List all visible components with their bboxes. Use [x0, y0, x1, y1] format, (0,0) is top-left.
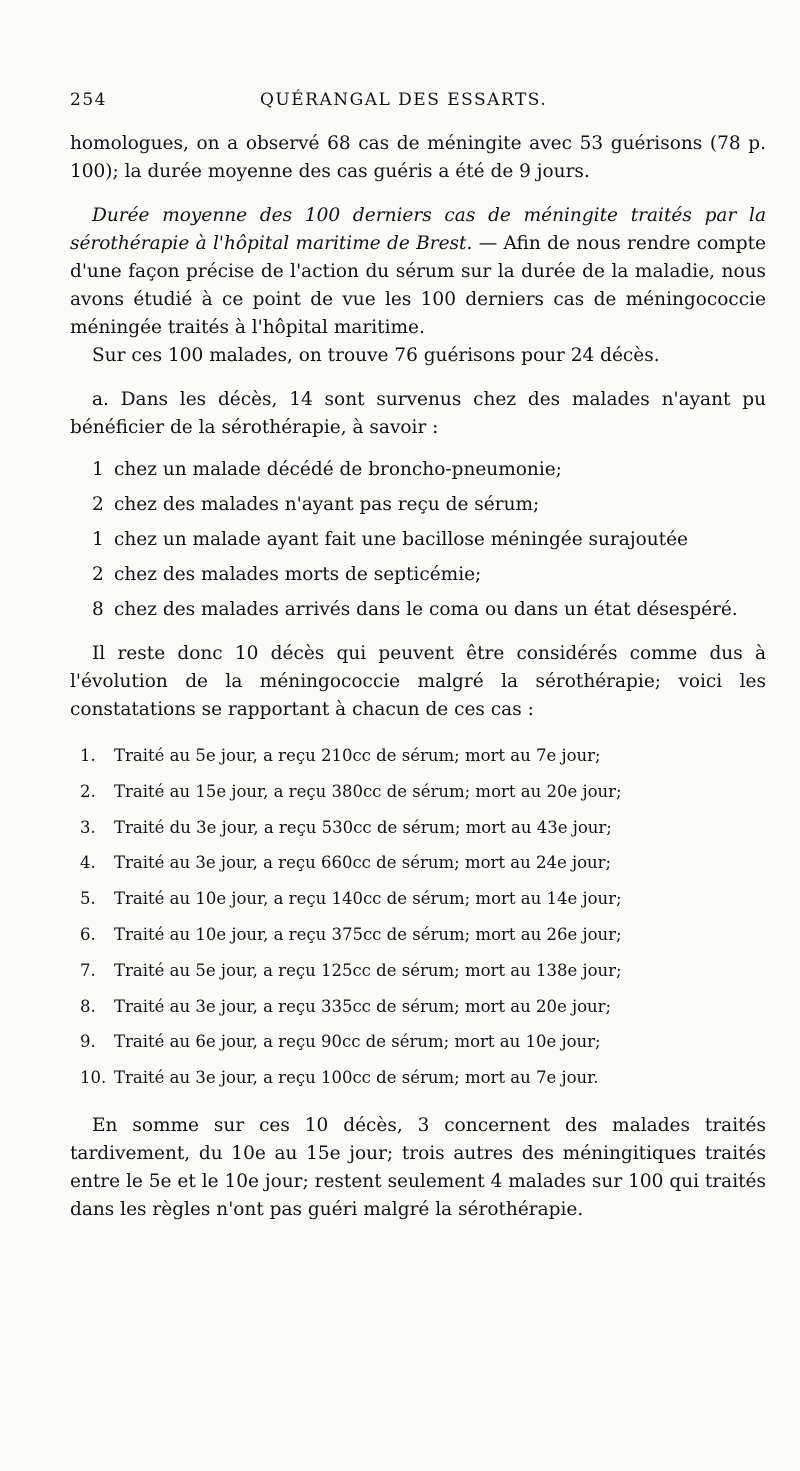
- table-row: 9. Traité au 6e jour, a reçu 90cc de sérum; mort au 10e jour;: [80, 1032, 601, 1052]
- list-item: 2 chez des malades morts de septicémie;: [92, 564, 482, 585]
- running-title: QUÉRANGAL DES ESSARTS.: [260, 90, 548, 110]
- cases-list: [80, 738, 766, 1096]
- summary-paragraph: Sur ces 100 malades, on trouve 76 guérisons pour 24 décès.: [92, 345, 660, 366]
- list-item: 1 chez un malade décédé de broncho-pneumonie;: [92, 459, 562, 480]
- point-a-paragraph: a. Dans les décès, 14 sont survenus chez des malades n'ayant pu bénéficier de la sérothérapie, à savoir :: [70, 389, 766, 438]
- conclusion-paragraph: En somme sur ces 10 décès, 3 concernent des malades traités tardivement, du 10e au 15e jour; trois autres des méningitiques traités entre le 5e et le 10e jour; restent seulement 4 malades sur 100 qui traités dans les règles n'ont pas guéri malgré la sérothérapie.: [70, 1114, 766, 1220]
- table-row: 6. Traité au 10e jour, a reçu 375cc de sérum; mort au 26e jour;: [80, 924, 622, 944]
- page-number: 254: [70, 90, 107, 110]
- deaths-list: [92, 452, 766, 624]
- intro-paragraph: homologues, on a observé 68 cas de méningite avec 53 guérisons (78 p. 100); la durée moyenne des cas guéris a été de 9 jours.: [70, 133, 766, 182]
- list-item: 1 chez un malade ayant fait une bacillose méningée surajoutée: [92, 529, 688, 550]
- table-row: 7. Traité au 5e jour, a reçu 125cc de sérum; mort au 138e jour;: [80, 960, 622, 980]
- table-row: 4. Traité au 3e jour, a reçu 660cc de sérum; mort au 24e jour;: [80, 853, 612, 873]
- section-title: Durée moyenne des 100 derniers cas de méningite traités par la sérothérapie à l'hôpital maritime de Brest.: [70, 205, 766, 254]
- table-row: 2. Traité au 15e jour, a reçu 380cc de sérum; mort au 20e jour;: [80, 781, 622, 801]
- remaining-paragraph: Il reste donc 10 décès qui peuvent être considérés comme dus à l'évolution de la méningococcie malgré la sérothérapie; voici les constatations se rapportant à chacun de ces cas :: [70, 643, 766, 720]
- list-item: 8 chez des malades arrivés dans le coma ou dans un état désespéré.: [92, 599, 738, 620]
- list-item: 2 chez des malades n'ayant pas reçu de sérum;: [92, 494, 540, 515]
- table-row: 1. Traité au 5e jour, a reçu 210cc de sérum; mort au 7e jour;: [80, 746, 601, 765]
- table-row: 8. Traité au 3e jour, a reçu 335cc de sérum; mort au 20e jour;: [80, 996, 612, 1016]
- table-row: 3. Traité du 3e jour, a reçu 530cc de sérum; mort au 43e jour;: [80, 817, 612, 837]
- page-header: [70, 90, 766, 110]
- section-paragraph: [70, 202, 766, 342]
- table-row: 5. Traité au 10e jour, a reçu 140cc de sérum; mort au 14e jour;: [80, 889, 622, 909]
- section-text: — Afin de nous rendre compte d'une façon précise de l'action du sérum sur la durée de la maladie, nous avons étudié à ce point de vue les 100 derniers cas de méningococcie méningée traités à l'hôpital maritime.: [70, 233, 767, 338]
- table-row: 10. Traité au 3e jour, a reçu 100cc de sérum; mort au 7e jour.: [80, 1068, 599, 1088]
